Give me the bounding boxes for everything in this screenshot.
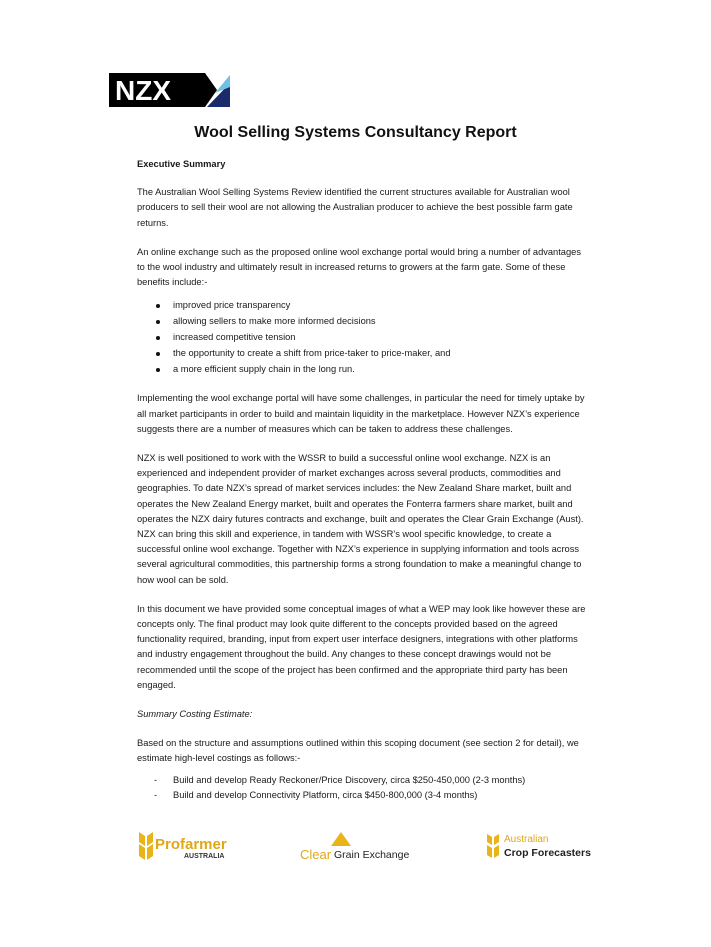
wheat-icon (135, 830, 157, 864)
triangle-icon (331, 832, 351, 846)
nzx-logo-text: NZX (115, 75, 171, 106)
cge-clear: Clear (300, 847, 332, 862)
profarmer-name: Profarmer (155, 836, 227, 853)
partner-logos (0, 830, 711, 870)
profarmer-sub: AUSTRALIA (184, 853, 225, 860)
benefits-list (137, 298, 587, 377)
paragraph: NZX is well positioned to work with the WSSR to build a successful online wool exchange. NZX is an experienced and independent provider of market exchanges across several products, commodities and geographies. To date NZX’s spread of market services includes: the New Zealand Share market, built and operates the New Zealand Energy market, built and operates the Fonterra farmers share market, built and operates the NZX dairy futures contracts and exchange, built and operates the Clear Grain Exchange (Aust). NZX can bring this skill and experience, in tandem with WSSR’s wool specific knowledge, to create a successful online wool exchange. Together with NZX’s experience in supplying information and tools across several agricultural commodities, this partnership forms a strong foundation to make a meaningful change to how wool can be sold. (137, 453, 584, 585)
list-item: - Build and develop Connectivity Platform, circa $450-800,000 (3-4 months) (137, 788, 587, 804)
acf-line2: Crop Forecasters (504, 847, 591, 859)
page-title: Wool Selling Systems Consultancy Report (194, 124, 517, 141)
acf-line1: Australian (504, 834, 549, 845)
costs-list (137, 773, 587, 804)
paragraph: In this document we have provided some conceptual images of what a WEP may look like however these are concepts only. The final product may look quite different to the concepts provided based on the agreed functionality required, branding, input from expert user interface designers, integrations with other platforms and industry engagement throughout the build. Any changes to these concept drawings would not be recommended until the scope of the project has been confirmed and the appropriate third party has been engaged. (137, 603, 586, 690)
paragraph: The Australian Wool Selling Systems Review identified the current structures available for Australian wool producers to sell their wool are not allowing the Australian producer to achieve the best possible farm gate returns. (137, 187, 573, 228)
list-item: increased competitive tension (137, 330, 587, 346)
paragraph: Implementing the wool exchange portal will have some challenges, in particular the need for timely uptake by all market participants in order to build and maintain liquidity in the marketplace. However NZX’s experience suggests there are a number of measures which can be taken to address these challenges. (137, 393, 585, 434)
cge-rest: Grain Exchange (334, 849, 410, 861)
nzx-logo (109, 73, 230, 107)
list-item: the opportunity to create a shift from price-taker to price-maker, and (137, 346, 587, 362)
costing-intro: Based on the structure and assumptions outlined within this scoping document (see section 2 for detail), we estimate high-level costings as follows:- (137, 738, 579, 764)
list-item: allowing sellers to make more informed decisions (137, 314, 587, 330)
paragraph: An online exchange such as the proposed online wool exchange portal would bring a number of advantages to the wool industry and ultimately result in increased returns to growers at the farm gate. Some of these benefits include:- (137, 246, 581, 288)
list-item: a more efficient supply chain in the long run. (137, 362, 587, 378)
list-item: - Build and develop Ready Reckoner/Price Discovery, circa $250-450,000 (2-3 months) (137, 773, 587, 789)
wheat-icon (485, 832, 501, 862)
list-item: improved price transparency (137, 298, 587, 314)
report-body (137, 157, 587, 804)
section-heading: Executive Summary (137, 159, 226, 169)
costing-heading: Summary Costing Estimate: (137, 709, 253, 720)
